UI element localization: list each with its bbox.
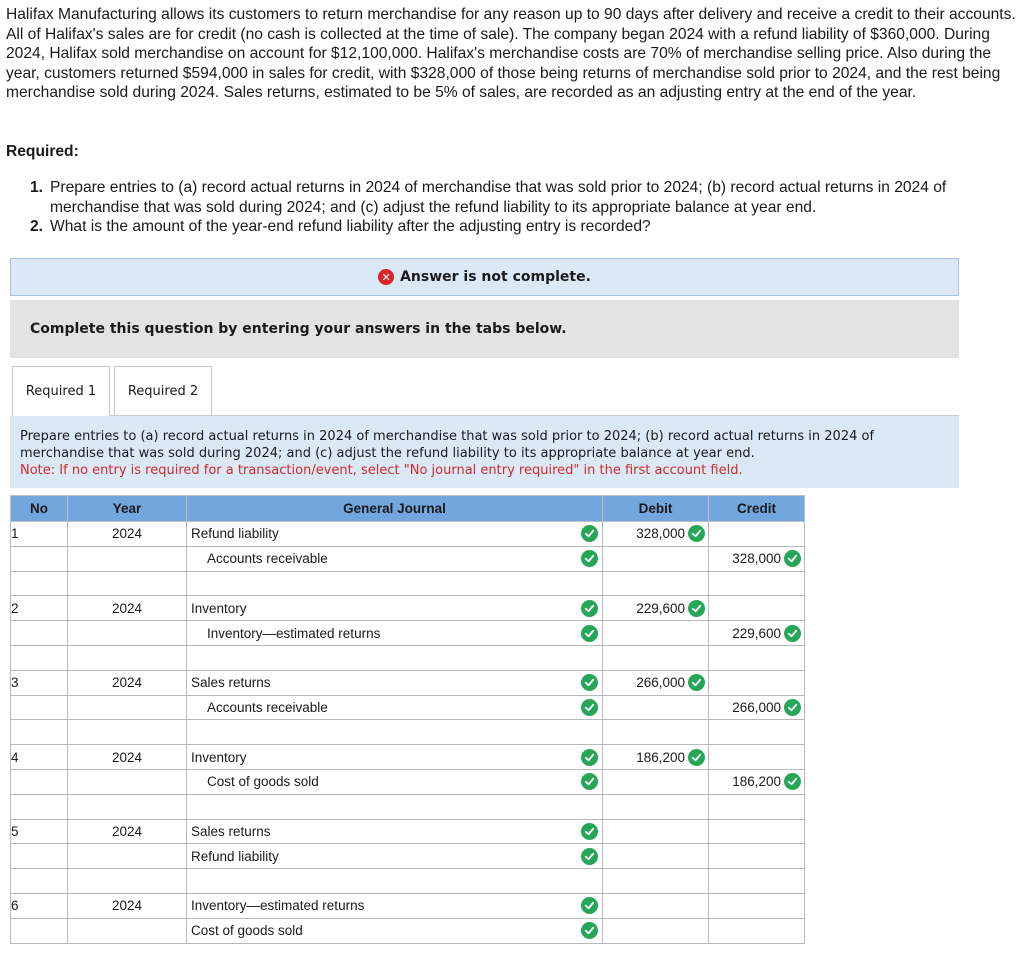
account-name: Cost of goods sold bbox=[207, 774, 319, 790]
entry-year: 2024 bbox=[68, 522, 187, 547]
tab-label: Required 2 bbox=[127, 384, 199, 399]
table-row bbox=[11, 869, 805, 894]
table-row bbox=[11, 720, 805, 745]
instructions-text: Prepare entries to (a) record actual returns in 2024 of merchandise that was sold prior to 2024; (b) record actual returns in 2024 of merchandise that was sold during 2024; and (c) adjust the refund liability to its appropriate balance at year end. bbox=[20, 429, 875, 461]
account-name: Refund liability bbox=[191, 848, 279, 864]
entry-number bbox=[11, 869, 68, 894]
account-name: Accounts receivable bbox=[207, 699, 328, 715]
entry-year bbox=[68, 869, 187, 894]
account-cell bbox=[187, 674, 602, 691]
check-icon bbox=[688, 749, 705, 766]
problem-statement: Halifax Manufacturing allows its customers to return merchandise for any reason up to 90 days after delivery and receive a credit to their accounts. All of Halifax's sales are for credit (no cash is collected at the time of sale). The company began 2024 with a refund liability of $360,000. During 2024, Halifax sold merchandise on account for $12,100,000. Halifax's merchandise costs are 70% of merchandise selling price. Also during the year, customers returned $594,000 in sales for credit, with $328,000 of those being returns of merchandise sold prior to 2024, and the rest being merchandise sold during 2024. Sales returns, estimated to be 5% of sales, are recorded as an adjusting entry at the end of the year. bbox=[6, 6, 1016, 102]
tab-label: Required 1 bbox=[25, 383, 97, 399]
check-icon bbox=[784, 625, 801, 642]
required-item-1 bbox=[30, 178, 1015, 217]
credit-cell bbox=[709, 625, 804, 642]
account-name: Refund liability bbox=[191, 526, 279, 542]
check-icon bbox=[581, 550, 598, 567]
answer-status-text: Answer is not complete. bbox=[400, 269, 591, 285]
account-name: Inventory—estimated returns bbox=[207, 625, 381, 641]
account-field[interactable] bbox=[187, 844, 603, 869]
credit-field[interactable] bbox=[709, 670, 805, 695]
credit-amount: 186,200 bbox=[732, 774, 781, 790]
required-item-number: 2. bbox=[30, 218, 44, 236]
check-icon bbox=[581, 625, 598, 642]
entry-number bbox=[11, 720, 68, 745]
tab-required-2[interactable] bbox=[114, 366, 212, 416]
entry-year: 2024 bbox=[68, 596, 187, 621]
entry-number bbox=[11, 844, 68, 869]
check-icon bbox=[581, 749, 598, 766]
check-icon bbox=[784, 550, 801, 567]
credit-field[interactable] bbox=[709, 794, 805, 819]
entry-year bbox=[68, 794, 187, 819]
table-row bbox=[11, 670, 805, 695]
x-circle-icon: ✕ bbox=[378, 269, 394, 285]
credit-field[interactable] bbox=[709, 819, 805, 844]
check-icon bbox=[581, 848, 598, 865]
table-row bbox=[11, 844, 805, 869]
debit-field[interactable] bbox=[603, 819, 709, 844]
entry-year: 2024 bbox=[68, 745, 187, 770]
table-row bbox=[11, 893, 805, 918]
entry-year: 2024 bbox=[68, 670, 187, 695]
account-field[interactable] bbox=[187, 745, 603, 770]
credit-field[interactable] bbox=[709, 869, 805, 894]
credit-amount: 266,000 bbox=[732, 699, 781, 715]
entry-number: 4 bbox=[11, 745, 68, 770]
credit-cell bbox=[709, 550, 804, 567]
account-name: Accounts receivable bbox=[207, 551, 328, 567]
account-name: Sales returns bbox=[191, 823, 271, 839]
check-icon bbox=[784, 773, 801, 790]
entry-number: 6 bbox=[11, 893, 68, 918]
account-cell bbox=[187, 625, 602, 642]
check-icon bbox=[688, 600, 705, 617]
account-cell bbox=[187, 525, 602, 542]
table-header-row bbox=[11, 496, 805, 522]
account-cell bbox=[187, 600, 602, 617]
debit-field[interactable] bbox=[603, 596, 709, 621]
debit-field[interactable] bbox=[603, 571, 709, 596]
credit-cell bbox=[709, 699, 804, 716]
account-field[interactable] bbox=[187, 645, 603, 670]
table-row bbox=[11, 546, 805, 571]
credit-field[interactable] bbox=[709, 745, 805, 770]
header-year: Year bbox=[68, 496, 187, 522]
check-icon bbox=[581, 773, 598, 790]
entry-number bbox=[11, 918, 68, 943]
credit-field[interactable] bbox=[709, 695, 805, 720]
header-general-journal: General Journal bbox=[187, 496, 603, 522]
credit-field[interactable] bbox=[709, 769, 805, 794]
account-name: Inventory bbox=[191, 600, 247, 616]
account-cell bbox=[187, 897, 602, 914]
debit-field[interactable] bbox=[603, 546, 709, 571]
table-row bbox=[11, 695, 805, 720]
entry-year bbox=[68, 918, 187, 943]
entry-year bbox=[68, 645, 187, 670]
credit-field[interactable] bbox=[709, 893, 805, 918]
check-icon bbox=[581, 699, 598, 716]
debit-amount: 229,600 bbox=[636, 600, 685, 616]
debit-field[interactable] bbox=[603, 844, 709, 869]
account-field[interactable] bbox=[187, 522, 603, 547]
account-field[interactable] bbox=[187, 670, 603, 695]
credit-field[interactable] bbox=[709, 546, 805, 571]
answer-status-banner bbox=[10, 258, 959, 296]
account-field[interactable] bbox=[187, 918, 603, 943]
account-cell bbox=[187, 749, 602, 766]
credit-field[interactable] bbox=[709, 720, 805, 745]
account-field[interactable] bbox=[187, 695, 603, 720]
entry-number bbox=[11, 645, 68, 670]
entry-year bbox=[68, 695, 187, 720]
required-item-text: Prepare entries to (a) record actual returns in 2024 of merchandise that was sold prior to 2024; (b) record actual returns in 2024 of merchandise that was sold during 2024; and (c) adjust the refund liability to its appropriate balance at year end. bbox=[50, 179, 947, 216]
account-cell bbox=[187, 823, 602, 840]
required-item-2 bbox=[30, 217, 1015, 237]
check-icon bbox=[581, 525, 598, 542]
table-row bbox=[11, 645, 805, 670]
debit-amount: 266,000 bbox=[636, 675, 685, 691]
entry-year bbox=[68, 844, 187, 869]
entry-number: 1 bbox=[11, 522, 68, 547]
credit-field[interactable] bbox=[709, 645, 805, 670]
account-field[interactable] bbox=[187, 893, 603, 918]
entry-year bbox=[68, 720, 187, 745]
debit-field[interactable] bbox=[603, 670, 709, 695]
entry-number: 5 bbox=[11, 819, 68, 844]
debit-amount: 186,200 bbox=[636, 749, 685, 765]
check-icon bbox=[581, 922, 598, 939]
entry-number bbox=[11, 571, 68, 596]
complete-question-text: Complete this question by entering your answers in the tabs below. bbox=[30, 321, 567, 337]
entry-number bbox=[11, 794, 68, 819]
account-cell bbox=[187, 699, 602, 716]
account-name: Cost of goods sold bbox=[191, 923, 303, 939]
table-row bbox=[11, 769, 805, 794]
credit-amount: 328,000 bbox=[732, 551, 781, 567]
table-row bbox=[11, 745, 805, 770]
check-icon bbox=[784, 699, 801, 716]
account-name: Inventory—estimated returns bbox=[191, 898, 365, 914]
table-row bbox=[11, 522, 805, 547]
required-list bbox=[30, 178, 1015, 237]
account-cell bbox=[187, 773, 602, 790]
credit-amount: 229,600 bbox=[732, 625, 781, 641]
debit-field[interactable] bbox=[603, 918, 709, 943]
account-field[interactable] bbox=[187, 571, 603, 596]
account-cell bbox=[187, 848, 602, 865]
credit-field[interactable] bbox=[709, 571, 805, 596]
debit-field[interactable] bbox=[603, 695, 709, 720]
header-no: No bbox=[11, 496, 68, 522]
account-field[interactable] bbox=[187, 596, 603, 621]
debit-field[interactable] bbox=[603, 794, 709, 819]
entry-year: 2024 bbox=[68, 893, 187, 918]
entry-year bbox=[68, 571, 187, 596]
account-cell bbox=[187, 922, 602, 939]
required-item-number: 1. bbox=[30, 179, 44, 196]
check-icon bbox=[688, 674, 705, 691]
credit-field[interactable] bbox=[709, 918, 805, 943]
instructions-note: Note: If no entry is required for a transaction/event, select "No journal entry required" in the first account field. bbox=[20, 463, 743, 478]
check-icon bbox=[581, 823, 598, 840]
debit-amount: 328,000 bbox=[636, 526, 685, 542]
required-heading: Required: bbox=[6, 143, 79, 160]
general-journal-table bbox=[10, 495, 805, 944]
account-field[interactable] bbox=[187, 794, 603, 819]
debit-field[interactable] bbox=[603, 893, 709, 918]
credit-field[interactable] bbox=[709, 621, 805, 646]
check-icon bbox=[581, 897, 598, 914]
account-name: Inventory bbox=[191, 749, 247, 765]
account-field[interactable] bbox=[187, 869, 603, 894]
entry-number bbox=[11, 769, 68, 794]
debit-field[interactable] bbox=[603, 745, 709, 770]
debit-cell bbox=[603, 674, 708, 691]
table-row bbox=[11, 621, 805, 646]
account-field[interactable] bbox=[187, 621, 603, 646]
account-name: Sales returns bbox=[191, 675, 271, 691]
debit-field[interactable] bbox=[603, 720, 709, 745]
check-icon bbox=[581, 600, 598, 617]
table-row bbox=[11, 794, 805, 819]
debit-cell bbox=[603, 749, 708, 766]
entry-number bbox=[11, 546, 68, 571]
account-cell bbox=[187, 550, 602, 567]
credit-field[interactable] bbox=[709, 522, 805, 547]
account-field[interactable] bbox=[187, 720, 603, 745]
table-row bbox=[11, 596, 805, 621]
account-field[interactable] bbox=[187, 546, 603, 571]
table-row bbox=[11, 571, 805, 596]
required-item-text: What is the amount of the year-end refund liability after the adjusting entry is recorded? bbox=[50, 218, 651, 236]
entry-year: 2024 bbox=[68, 819, 187, 844]
debit-field[interactable] bbox=[603, 869, 709, 894]
check-icon bbox=[688, 525, 705, 542]
header-credit: Credit bbox=[709, 496, 805, 522]
debit-field[interactable] bbox=[603, 645, 709, 670]
credit-cell bbox=[709, 773, 804, 790]
header-debit: Debit bbox=[603, 496, 709, 522]
debit-field[interactable] bbox=[603, 621, 709, 646]
entry-number bbox=[11, 621, 68, 646]
account-field[interactable] bbox=[187, 769, 603, 794]
table-row bbox=[11, 918, 805, 943]
entry-year bbox=[68, 621, 187, 646]
credit-field[interactable] bbox=[709, 596, 805, 621]
entry-number: 3 bbox=[11, 670, 68, 695]
entry-year bbox=[68, 546, 187, 571]
debit-cell bbox=[603, 525, 708, 542]
complete-question-prompt bbox=[10, 300, 959, 358]
instructions-panel bbox=[10, 416, 959, 488]
debit-cell bbox=[603, 600, 708, 617]
journal-body bbox=[11, 522, 805, 944]
debit-field[interactable] bbox=[603, 522, 709, 547]
credit-field[interactable] bbox=[709, 844, 805, 869]
account-field[interactable] bbox=[187, 819, 603, 844]
tab-required-1[interactable] bbox=[12, 366, 110, 416]
entry-year bbox=[68, 769, 187, 794]
entry-number: 2 bbox=[11, 596, 68, 621]
check-icon bbox=[581, 674, 598, 691]
table-row bbox=[11, 819, 805, 844]
debit-field[interactable] bbox=[603, 769, 709, 794]
entry-number bbox=[11, 695, 68, 720]
